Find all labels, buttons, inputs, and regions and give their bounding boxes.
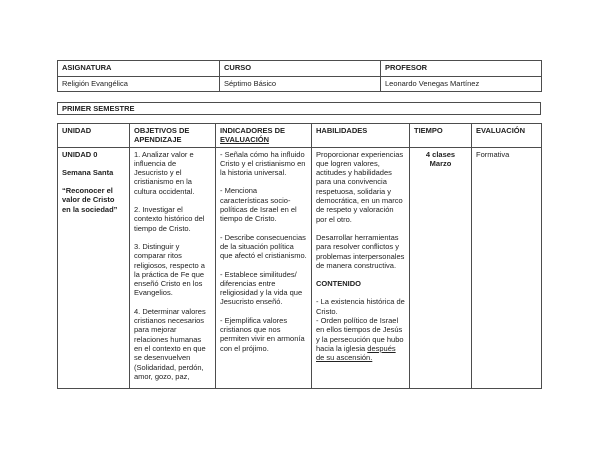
unit-quote: “Reconocer el valor de Cristo en la sociedad”: [62, 186, 118, 214]
col-header-tiempo: TIEMPO: [410, 124, 472, 148]
objective-item: 3. Distinguir y comparar ritos religiosos, respecto a la práctica de Fe que enseñó Cristo en los Evangelios.: [134, 241, 205, 298]
time-classes: 4 clases: [425, 149, 456, 159]
col-header-indicadores-line1: INDICADORES DE: [220, 126, 286, 135]
planning-table: [57, 123, 542, 389]
unit-row: [58, 147, 542, 388]
skills-cell: [312, 147, 410, 388]
semester-banner: PRIMER SEMESTRE: [57, 102, 541, 115]
content-item-underlined: después de su ascensión.: [316, 343, 396, 363]
indicator-item: - Ejemplifica valores cristianos que nos permiten vivir en armonía con el prójimo.: [220, 315, 305, 353]
evaluation-value: Formativa: [476, 149, 510, 159]
indicator-item: - Señala cómo ha influido Cristo y el cristianismo en la historia universal.: [220, 149, 306, 178]
objective-item: 2. Investigar el contexto histórico del tiempo de Cristo.: [134, 205, 205, 233]
course-info-table: [57, 60, 542, 92]
col-header-indicadores-line2: EVALUACIÓN: [220, 135, 270, 145]
unit-title: UNIDAD 0: [62, 149, 98, 159]
col-header-unidad: UNIDAD: [58, 124, 130, 148]
course-value-cell: Séptimo Básico: [220, 77, 381, 92]
time-month: Marzo: [429, 158, 452, 168]
col-header-habilidades: HABILIDADES: [312, 124, 410, 148]
skills-paragraph: Desarrollar herramientas para resolver conflictos y problemas interpersonales de manera constructiva.: [316, 232, 405, 270]
unit-theme: Semana Santa: [62, 167, 114, 177]
objectives-cell: [130, 147, 216, 388]
time-cell: [410, 147, 472, 388]
indicator-item: - Describe consecuencias de la situación política que afectó el cristianismo.: [220, 232, 307, 261]
indicator-item: - Establece similitudes/ diferencias entre religiosidad y la vida que Jesucristo enseñó.: [220, 269, 303, 307]
content-item-text: - Orden político de Israel en ellos tiempos de Jesús y la persecución que hubo hacia la iglesia: [316, 316, 404, 353]
content-label: CONTENIDO: [316, 279, 361, 289]
content-item: [316, 316, 405, 362]
course-header-cell: CURSO: [220, 61, 381, 77]
subject-value-cell: Religión Evangélica: [58, 77, 220, 92]
professor-header-cell: PROFESOR: [381, 61, 542, 77]
col-header-objetivos: OBJETIVOS DE APENDIZAJE: [130, 124, 216, 148]
col-header-evaluacion: EVALUACIÓN: [472, 124, 542, 148]
subject-header-cell: ASIGNATURA: [58, 61, 220, 77]
indicators-cell: [216, 147, 312, 388]
skills-paragraph: Proporcionar experiencias que logren valores, actitudes y habilidades para una convivencia respetuosa, solidaria y democrática, en un marco de respeto y valoración por el otro.: [316, 149, 404, 224]
objective-item: 1. Analizar valor e influencia de Jesucristo y el cristianismo en la cultura occidental.: [134, 149, 195, 196]
content-item: - La existencia histórica de Cristo.: [316, 297, 405, 316]
planning-table-header-row: [58, 124, 542, 148]
evaluation-cell: [472, 147, 542, 388]
objective-item: 4. Determinar valores cristianos necesarios para mejorar relaciones humanas en el contexto en que se desenvuelven (Solidaridad, perdón, amor, gozo, paz,: [134, 306, 206, 381]
professor-value-cell: Leonardo Venegas Martínez: [381, 77, 542, 92]
col-header-indicadores: [216, 124, 312, 148]
unit-cell: [58, 147, 130, 388]
indicator-item: - Menciona características socio-políticas de Israel en el tiempo de Cristo.: [220, 186, 297, 224]
lesson-plan-document: [57, 60, 541, 389]
